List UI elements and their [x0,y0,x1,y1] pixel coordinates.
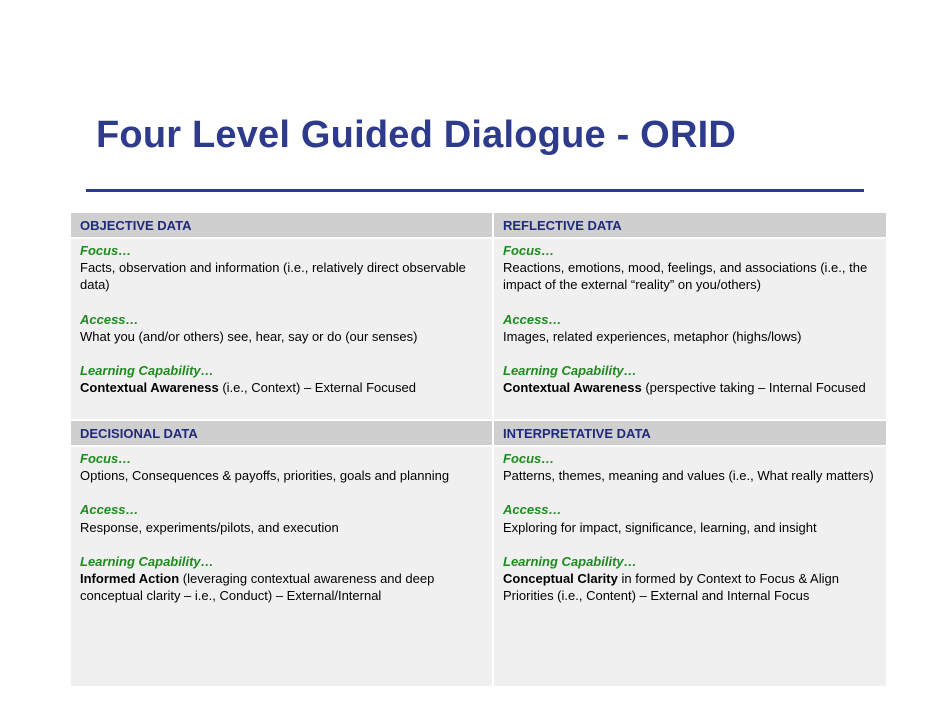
focus-text: Reactions, emotions, mood, feelings, and associations (i.e., the impact of the external “reality” on you/others) [503,260,868,293]
capability-label: Learning Capability… [80,363,214,379]
page-title: Four Level Guided Dialogue - ORID [96,114,736,156]
capability-label: Learning Capability… [80,553,214,569]
focus-label: Focus… [503,243,555,258]
focus-label: Focus… [80,243,132,258]
capability-detail: in formed by Context to Focus & Align Priorities (i.e., Content) – External and Internal Focus [503,571,839,604]
focus-label: Focus… [503,451,555,466]
capability-text [80,379,486,396]
capability-text [503,379,880,396]
capability-detail: (perspective taking – Internal Focused [641,380,866,396]
interpretative-header: INTERPRETATIVE DATA [494,421,886,445]
capability-detail: (leveraging contextual awareness and deep conceptual clarity – i.e., Conduct) – External/Internal [80,571,435,604]
decisional-cell [71,447,492,686]
reflective-cell [494,239,886,419]
capability-name: Conceptual Clarity [503,571,618,587]
focus-text: Patterns, themes, meaning and values (i.e., What really matters) [503,468,874,484]
focus-text: Options, Consequences & payoffs, priorities, goals and planning [80,468,450,484]
objective-cell [71,239,492,419]
access-label: Access… [503,502,562,518]
capability-label: Learning Capability… [503,363,637,379]
focus-text: Facts, observation and information (i.e., relatively direct observable data) [80,260,466,293]
capability-text [80,570,486,604]
capability-detail: (i.e., Context) – External Focused [218,380,416,396]
access-label: Access… [80,311,139,327]
title-divider [86,189,864,192]
objective-header: OBJECTIVE DATA [71,213,492,237]
access-label: Access… [80,502,139,518]
access-label: Access… [503,311,562,327]
interpretative-cell [494,447,886,686]
access-text: Response, experiments/pilots, and execution [80,519,339,535]
access-text: What you (and/or others) see, hear, say or do (our senses) [80,328,418,344]
capability-text [503,570,880,604]
reflective-header: REFLECTIVE DATA [494,213,886,237]
orid-table [71,213,886,686]
access-text: Exploring for impact, significance, learning, and insight [503,519,817,535]
capability-name: Contextual Awareness [80,380,219,396]
focus-label: Focus… [80,451,132,466]
decisional-header: DECISIONAL DATA [71,421,492,445]
capability-name: Informed Action [80,571,180,587]
capability-label: Learning Capability… [503,553,637,569]
access-text: Images, related experiences, metaphor (highs/lows) [503,328,802,344]
capability-name: Contextual Awareness [503,380,642,396]
